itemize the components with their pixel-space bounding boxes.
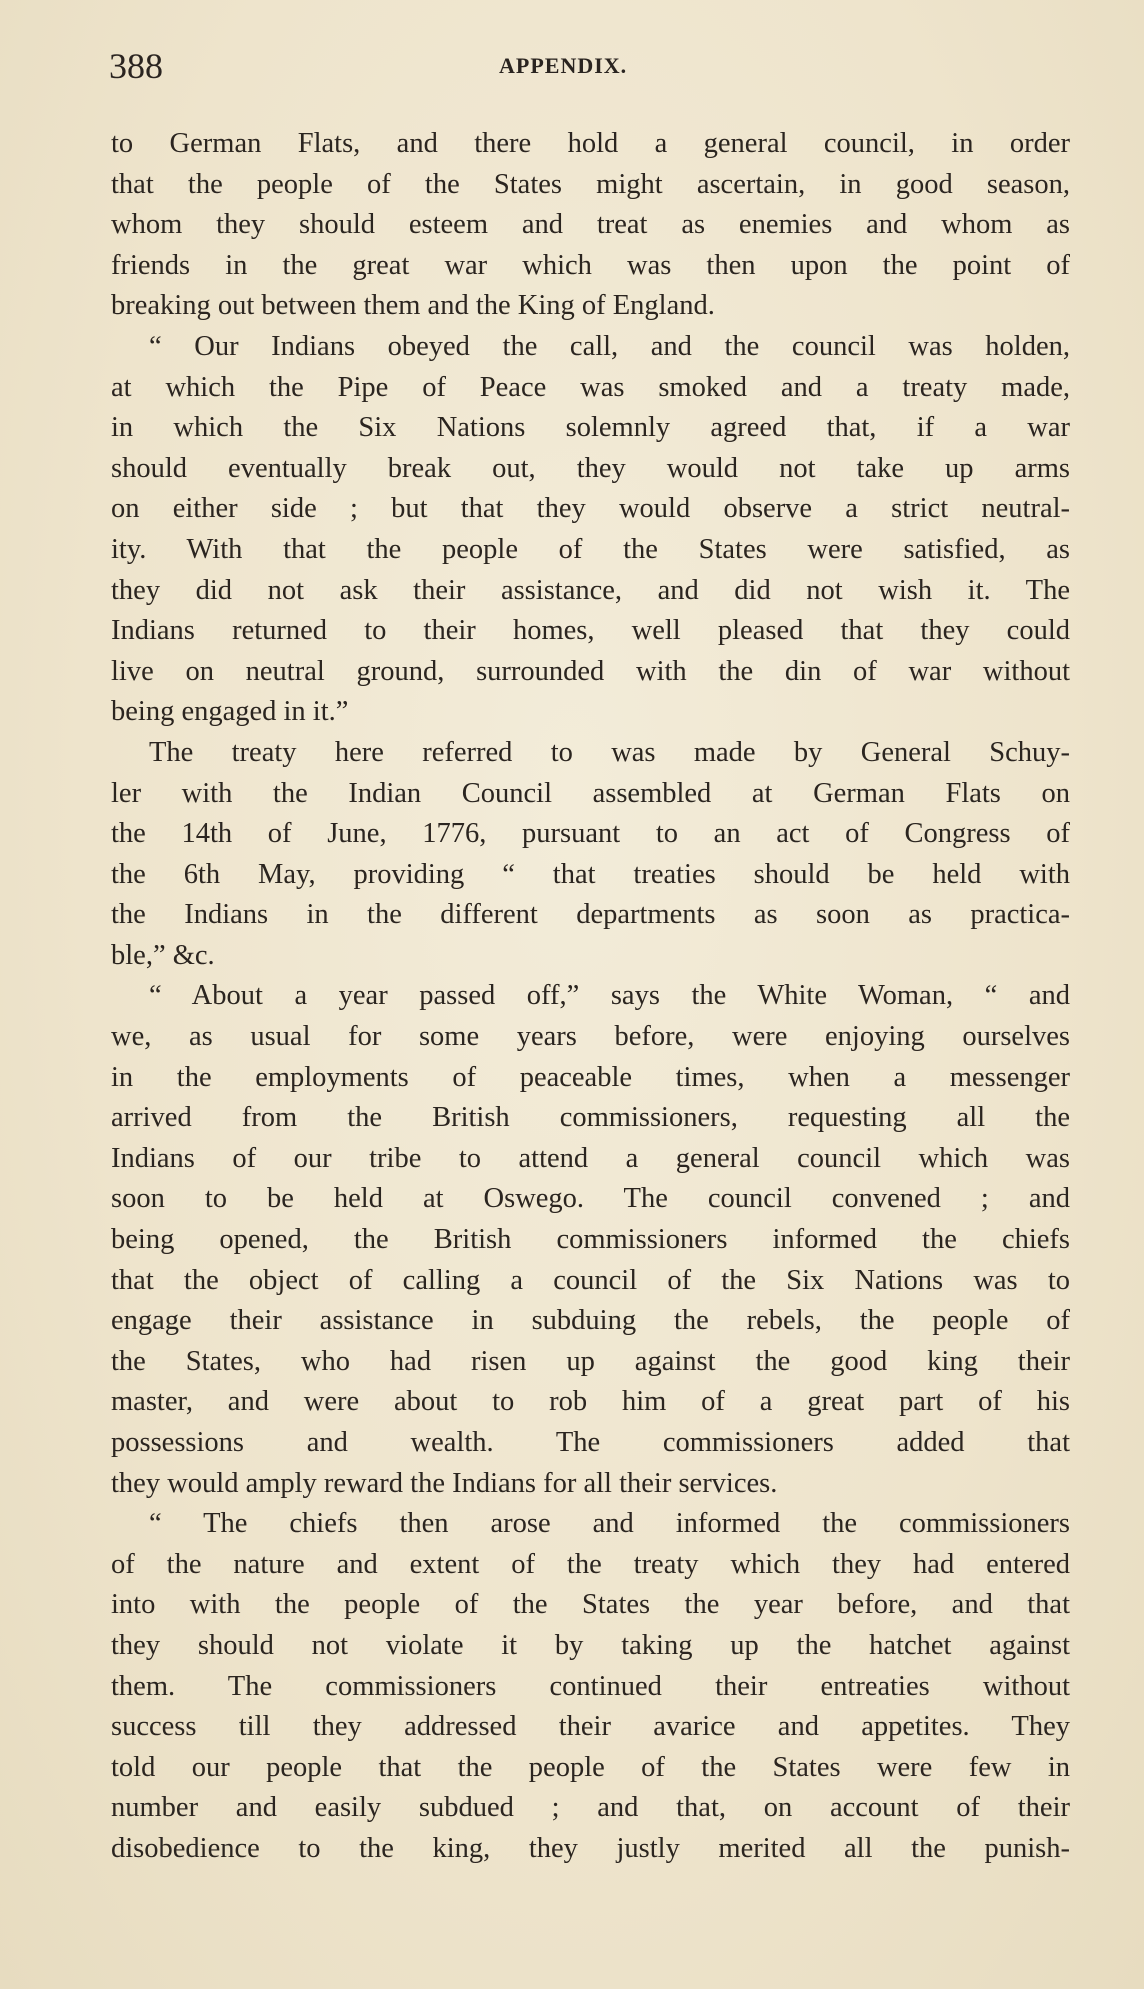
text-line: master, and were about to rob him of a great part of his (111, 1386, 1070, 1418)
text-line: into with the people of the States the year before, and that (111, 1589, 1070, 1621)
text-line: in the employments of peaceable times, when a messenger (111, 1061, 1070, 1093)
text-line: them. The commissioners continued their entreaties without (111, 1670, 1070, 1702)
text-line: “ The chiefs then arose and informed the commissioners (149, 1508, 1070, 1540)
text-line: should eventually break out, they would not take up arms (111, 452, 1070, 484)
text-line: the 6th May, providing “ that treaties should be held with (111, 858, 1070, 890)
text-line: “ About a year passed off,” says the White Woman, “ and (149, 980, 1070, 1012)
text-line: “ Our Indians obeyed the call, and the council was holden, (149, 330, 1070, 362)
text-line: the 14th of June, 1776, pursuant to an act of Congress of (111, 818, 1070, 850)
page-header (109, 45, 1069, 93)
text-line: they did not ask their assistance, and did not wish it. The (111, 574, 1070, 606)
page-number: 388 (109, 46, 163, 86)
text-line: success till they addressed their avarice and appetites. They (111, 1711, 1070, 1743)
text-line: engage their assistance in subduing the rebels, the people of (111, 1305, 1070, 1337)
text-line: the Indians in the different departments as soon as practica- (111, 899, 1070, 931)
text-line: that the people of the States might ascertain, in good season, (111, 168, 1070, 200)
text-line: ler with the Indian Council assembled at German Flats on (111, 777, 1070, 809)
text-line: being opened, the British commissioners informed the chiefs (111, 1224, 1070, 1256)
text-line: live on neutral ground, surrounded with the din of war without (111, 655, 1070, 687)
text-line: they should not violate it by taking up the hatchet against (111, 1629, 1070, 1661)
text-line: breaking out between them and the King of England. (111, 290, 715, 322)
text-line: they would amply reward the Indians for all their services. (111, 1467, 778, 1499)
text-line: ble,” &c. (111, 939, 215, 971)
text-line: number and easily subdued ; and that, on account of their (111, 1792, 1070, 1824)
text-line: in which the Six Nations solemnly agreed that, if a war (111, 412, 1070, 444)
text-line: on either side ; but that they would observe a strict neutral- (111, 493, 1070, 525)
text-line: Indians of our tribe to attend a general council which was (111, 1142, 1070, 1174)
text-line: that the object of calling a council of the Six Nations was to (111, 1264, 1070, 1296)
text-line: soon to be held at Oswego. The council convened ; and (111, 1183, 1070, 1215)
text-line: The treaty here referred to was made by General Schuy- (149, 736, 1070, 768)
text-line: friends in the great war which was then upon the point of (111, 249, 1070, 281)
text-line: arrived from the British commissioners, requesting all the (111, 1102, 1070, 1134)
text-line: disobedience to the king, they justly merited all the punish- (111, 1832, 1070, 1864)
body-text (111, 124, 1070, 1870)
text-line: ity. With that the people of the States were satisfied, as (111, 533, 1070, 565)
text-line: Indians returned to their homes, well pleased that they could (111, 615, 1070, 647)
text-line: at which the Pipe of Peace was smoked and a treaty made, (111, 371, 1070, 403)
text-line: of the nature and extent of the treaty which they had entered (111, 1548, 1070, 1580)
text-line: whom they should esteem and treat as enemies and whom as (111, 209, 1070, 241)
running-head: APPENDIX. (499, 53, 628, 78)
text-line: told our people that the people of the States were few in (111, 1751, 1070, 1783)
text-line: we, as usual for some years before, were enjoying ourselves (111, 1021, 1070, 1053)
text-line: the States, who had risen up against the good king their (111, 1345, 1070, 1377)
text-line: being engaged in it.” (111, 696, 349, 728)
text-line: possessions and wealth. The commissioners added that (111, 1427, 1070, 1458)
text-line: to German Flats, and there hold a general council, in order (111, 128, 1070, 159)
